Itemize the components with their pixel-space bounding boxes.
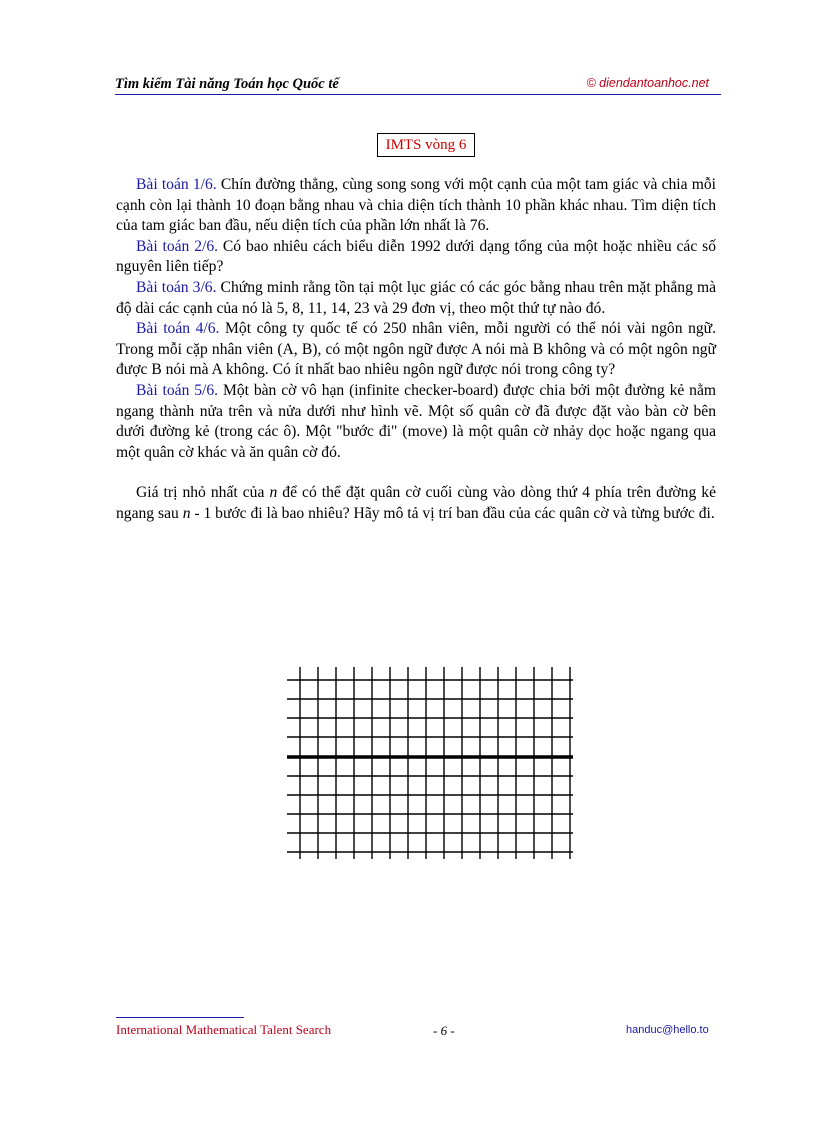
problem-label: Bài toán 2/6. xyxy=(136,237,219,255)
problem-text: Chín đường thẳng, cùng song song với một cạnh của một tam giác và chia mỗi cạnh còn lại thành 10 đoạn bằng nhau và chia diện tích thành 10 phần khác nhau. Tìm diện tích của tam giác ban đầu, nếu diện tích của phần lớn nhất là 76. xyxy=(116,176,716,235)
spacer xyxy=(116,463,716,483)
header-site: © diendantoanhoc.net xyxy=(586,76,709,90)
header-title: Tìm kiếm Tài năng Toán học Quốc tế xyxy=(115,76,339,92)
problem-3 xyxy=(116,278,716,319)
section-title: IMTS vòng 6 xyxy=(377,133,475,157)
problem-4 xyxy=(116,319,716,381)
problem-text: Có bao nhiêu cách biểu diễn 1992 dưới dạng tổng của một hoặc nhiều các số nguyên liên tiếp? xyxy=(116,237,716,276)
problem-label: Bài toán 1/6. xyxy=(136,176,217,193)
checkerboard-figure xyxy=(285,663,575,861)
variable-n: n xyxy=(269,484,278,502)
problem-text: Chứng minh rằng tồn tại một lục giác có các góc bằng nhau trên mặt phẳng mà độ dài các cạnh của nó là 5, 8, 11, 14, 23 và 29 đơn vị, theo một thứ tự nào đó. xyxy=(116,278,716,317)
footer-organization: International Mathematical Talent Search xyxy=(116,1022,332,1037)
problem-text: Một bàn cờ vô hạn (infinite checker-board) được chia bởi một đường kẻ nằm ngang thành nửa trên và nửa dưới như hình vẽ. Một số quân cờ đã được đặt vào bàn cờ bên dưới đường kẻ (trong các ô). Một "bước đi" (move) là một quân cờ nhảy dọc hoặc ngang qua một quân cờ khác và ăn quân cờ đó. xyxy=(116,381,717,461)
question-part1: Giá trị nhỏ nhất của xyxy=(136,484,270,502)
question-part3: - 1 bước đi là bao nhiêu? Hãy mô tả vị trí ban đầu của các quân cờ và từng bước đi. xyxy=(190,504,715,522)
checkerboard-grid xyxy=(285,663,575,861)
problem-5-question xyxy=(116,483,716,524)
question-part2: để có thể đặt quân cờ cuối cùng vào dòng thứ 4 phía trên đường kẻ ngang sau xyxy=(116,484,717,522)
problem-2 xyxy=(116,237,716,278)
problem-1 xyxy=(116,175,716,237)
problem-5 xyxy=(116,381,716,463)
problem-label: Bài toán 3/6. xyxy=(136,278,217,296)
problem-list xyxy=(116,175,716,525)
variable-n: n xyxy=(182,504,191,522)
page-number: - 6 - xyxy=(433,1023,455,1038)
footer-rule xyxy=(116,1017,244,1018)
problem-label: Bài toán 4/6. xyxy=(136,320,220,338)
problem-text: Một công ty quốc tế có 250 nhân viên, mỗi người có thể nói vài ngôn ngữ. Trong mỗi cặp nhân viên (A, B), có một ngôn ngữ được A nói mà B không và có một ngôn ngữ được B nói mà A không. Có ít nhất bao nhiêu ngôn ngữ được nói trong công ty? xyxy=(116,320,717,379)
footer-email: handuc@hello.to xyxy=(626,1024,709,1036)
problem-label: Bài toán 5/6. xyxy=(136,381,219,399)
page-header xyxy=(115,76,721,95)
